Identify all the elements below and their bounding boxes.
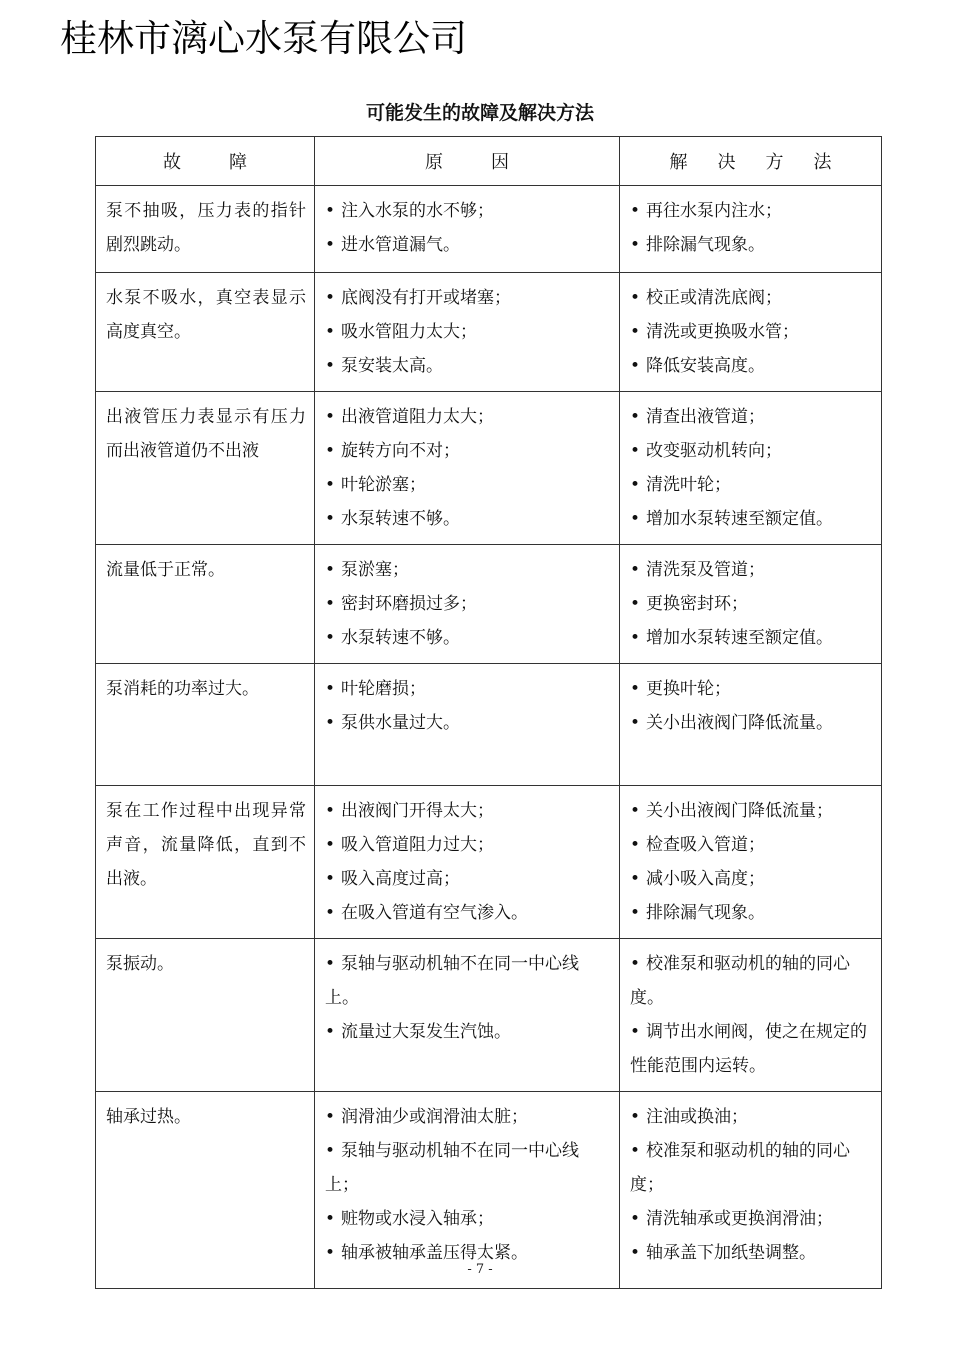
fault-table-header	[96, 137, 882, 186]
cause-item	[325, 502, 611, 536]
solution-item	[630, 553, 873, 587]
solution-text: 清洗叶轮；	[646, 475, 731, 495]
solution-text: 增加水泵转速至额定值。	[646, 628, 833, 648]
company-name: 桂林市漓心水泵有限公司	[60, 17, 467, 60]
cause-text: 注入水泵的水不够；	[341, 201, 494, 221]
bullet-icon: •	[630, 322, 641, 342]
fault-description: 水泵不吸水，真空表显示高度真空。	[106, 288, 306, 342]
header-cause-char: 原	[425, 152, 443, 173]
bullet-icon: •	[325, 801, 336, 821]
bullet-icon: •	[630, 560, 641, 580]
solution-item	[630, 828, 873, 862]
fault-cell	[96, 939, 315, 1092]
cause-cell	[315, 664, 620, 786]
solution-cell	[620, 786, 882, 939]
cause-item	[325, 349, 611, 383]
solution-item	[630, 349, 873, 383]
cause-text: 泵轴与驱动机轴不在同一中心线上。	[325, 954, 579, 1008]
solution-item	[630, 862, 873, 896]
solution-item	[630, 587, 873, 621]
cause-text: 出液阀门开得太大；	[341, 801, 494, 821]
bullet-icon: •	[630, 954, 641, 974]
cause-item	[325, 468, 611, 502]
fault-description: 泵振动。	[106, 954, 174, 974]
solution-item	[630, 1202, 873, 1236]
cause-item	[325, 281, 611, 315]
solution-item	[630, 1134, 873, 1202]
solution-item	[630, 315, 873, 349]
cause-item	[325, 1134, 611, 1202]
solution-text: 校准泵和驱动机的轴的同心度。	[630, 954, 850, 1008]
table-row	[96, 1092, 882, 1289]
cause-text: 在吸入管道有空气渗入。	[341, 903, 528, 923]
cause-text: 水泵转速不够。	[341, 509, 460, 529]
fault-description: 泵消耗的功率过大。	[106, 679, 259, 699]
bullet-icon: •	[325, 1022, 336, 1042]
bullet-icon: •	[325, 201, 336, 221]
bullet-icon: •	[325, 1209, 336, 1229]
solution-item	[630, 672, 873, 706]
solution-text: 更换密封环；	[646, 594, 748, 614]
bullet-icon: •	[630, 1209, 641, 1229]
solution-item	[630, 400, 873, 434]
cause-item	[325, 553, 611, 587]
cause-item	[325, 896, 611, 930]
solution-text: 清洗或更换吸水管；	[646, 322, 799, 342]
cause-text: 密封环磨损过多；	[341, 594, 477, 614]
table-row	[96, 664, 882, 786]
solution-text: 校正或清洗底阀；	[646, 288, 782, 308]
solution-text: 降低安装高度。	[646, 356, 765, 376]
fault-cell	[96, 786, 315, 939]
cause-text: 赃物或水浸入轴承；	[341, 1209, 494, 1229]
solution-item	[630, 1100, 873, 1134]
cause-text: 叶轮淤塞；	[341, 475, 426, 495]
fault-description: 流量低于正常。	[106, 560, 225, 580]
solution-item	[630, 194, 873, 228]
bullet-icon: •	[325, 679, 336, 699]
cause-cell	[315, 392, 620, 545]
cause-text: 出液管道阻力太大；	[341, 407, 494, 427]
cause-text: 轴承被轴承盖压得太紧。	[341, 1243, 528, 1263]
cause-text: 进水管道漏气。	[341, 235, 460, 255]
solution-text: 调节出水闸阀，使之在规定的性能范围内运转。	[630, 1022, 867, 1076]
bullet-icon: •	[630, 594, 641, 614]
solution-text: 改变驱动机转向；	[646, 441, 782, 461]
bullet-icon: •	[630, 801, 641, 821]
fault-description: 泵不抽吸，压力表的指针剧烈跳动。	[106, 201, 306, 255]
cause-item	[325, 862, 611, 896]
bullet-icon: •	[630, 679, 641, 699]
bullet-icon: •	[630, 1107, 641, 1127]
header-solution-char: 决	[717, 152, 736, 173]
bullet-icon: •	[325, 407, 336, 427]
solution-item	[630, 1015, 873, 1083]
solution-cell	[620, 545, 882, 664]
header-solution-char: 方	[765, 152, 784, 173]
cause-item	[325, 672, 611, 706]
bullet-icon: •	[630, 201, 641, 221]
cause-text: 水泵转速不够。	[341, 628, 460, 648]
fault-description: 出液管压力表显示有压力而出液管道仍不出液	[106, 407, 306, 461]
solution-text: 校准泵和驱动机的轴的同心度；	[630, 1141, 850, 1195]
fault-cell	[96, 664, 315, 786]
fault-cell	[96, 545, 315, 664]
header-solution	[620, 137, 882, 186]
bullet-icon: •	[630, 356, 641, 376]
header-cause	[315, 137, 620, 186]
bullet-icon: •	[325, 560, 336, 580]
cause-item	[325, 315, 611, 349]
fault-table-body	[96, 186, 882, 1289]
bullet-icon: •	[325, 903, 336, 923]
cause-item	[325, 434, 611, 468]
cause-text: 泵轴与驱动机轴不在同一中心线上；	[325, 1141, 579, 1195]
cause-item	[325, 947, 611, 1015]
header-cause-char: 因	[491, 152, 509, 173]
table-row	[96, 273, 882, 392]
cause-item	[325, 1015, 611, 1049]
solution-text: 检查吸入管道；	[646, 835, 765, 855]
cause-cell	[315, 545, 620, 664]
bullet-icon: •	[630, 1022, 641, 1042]
solution-text: 关小出液阀门降低流量；	[646, 801, 833, 821]
solution-text: 关小出液阀门降低流量。	[646, 713, 833, 733]
fault-cell	[96, 186, 315, 273]
cause-cell	[315, 939, 620, 1092]
solution-item	[630, 947, 873, 1015]
fault-cell	[96, 1092, 315, 1289]
header-fault-char: 障	[229, 152, 247, 173]
bullet-icon: •	[630, 628, 641, 648]
bullet-icon: •	[325, 835, 336, 855]
solution-text: 排除漏气现象。	[646, 235, 765, 255]
bullet-icon: •	[630, 869, 641, 889]
bullet-icon: •	[630, 441, 641, 461]
cause-text: 泵淤塞；	[341, 560, 409, 580]
solution-cell	[620, 664, 882, 786]
table-row	[96, 786, 882, 939]
bullet-icon: •	[325, 356, 336, 376]
cause-text: 吸水管阻力太大；	[341, 322, 477, 342]
page-number: - 7 -	[467, 1262, 493, 1277]
cause-cell	[315, 273, 620, 392]
cause-text: 吸入高度过高；	[341, 869, 460, 889]
solution-item	[630, 468, 873, 502]
bullet-icon: •	[325, 954, 336, 974]
bullet-icon: •	[325, 1107, 336, 1127]
solution-text: 清查出液管道；	[646, 407, 765, 427]
solution-cell	[620, 1092, 882, 1289]
bullet-icon: •	[630, 235, 641, 255]
bullet-icon: •	[325, 869, 336, 889]
table-row	[96, 939, 882, 1092]
solution-text: 增加水泵转速至额定值。	[646, 509, 833, 529]
bullet-icon: •	[630, 1141, 641, 1161]
fault-cell	[96, 392, 315, 545]
bullet-icon: •	[325, 594, 336, 614]
cause-cell	[315, 1092, 620, 1289]
bullet-icon: •	[630, 1243, 641, 1263]
cause-item	[325, 1100, 611, 1134]
cause-text: 流量过大泵发生汽蚀。	[341, 1022, 511, 1042]
solution-item	[630, 502, 873, 536]
solution-text: 注油或换油；	[646, 1107, 748, 1127]
header-fault-char: 故	[163, 152, 181, 173]
cause-text: 泵供水量过大。	[341, 713, 460, 733]
solution-item	[630, 281, 873, 315]
solution-text: 更换叶轮；	[646, 679, 731, 699]
table-row	[96, 392, 882, 545]
solution-item	[630, 706, 873, 740]
solution-text: 轴承盖下加纸垫调整。	[646, 1243, 816, 1263]
bullet-icon: •	[325, 475, 336, 495]
solution-item	[630, 621, 873, 655]
bullet-icon: •	[325, 509, 336, 529]
bullet-icon: •	[630, 509, 641, 529]
cause-item	[325, 706, 611, 740]
solution-item	[630, 794, 873, 828]
bullet-icon: •	[630, 903, 641, 923]
header-solution-char: 解	[669, 152, 688, 173]
fault-description: 泵在工作过程中出现异常声音，流量降低，直到不出液。	[106, 801, 306, 889]
bullet-icon: •	[325, 322, 336, 342]
cause-item	[325, 228, 611, 262]
cause-text: 润滑油少或润滑油太脏；	[341, 1107, 528, 1127]
solution-text: 减小吸入高度；	[646, 869, 765, 889]
fault-cell	[96, 273, 315, 392]
solution-text: 再往水泵内注水；	[646, 201, 782, 221]
solution-cell	[620, 939, 882, 1092]
bullet-icon: •	[630, 407, 641, 427]
solution-cell	[620, 392, 882, 545]
cause-item	[325, 587, 611, 621]
fault-description: 轴承过热。	[106, 1107, 191, 1127]
table-row	[96, 186, 882, 273]
solution-item	[630, 434, 873, 468]
cause-item	[325, 621, 611, 655]
bullet-icon: •	[630, 288, 641, 308]
solution-cell	[620, 186, 882, 273]
cause-text: 叶轮磨损；	[341, 679, 426, 699]
table-row	[96, 545, 882, 664]
bullet-icon: •	[630, 713, 641, 733]
solution-item	[630, 896, 873, 930]
bullet-icon: •	[630, 475, 641, 495]
bullet-icon: •	[325, 713, 336, 733]
cause-item	[325, 794, 611, 828]
bullet-icon: •	[325, 288, 336, 308]
solution-cell	[620, 273, 882, 392]
cause-item	[325, 828, 611, 862]
cause-text: 吸入管道阻力过大；	[341, 835, 494, 855]
cause-text: 泵安装太高。	[341, 356, 443, 376]
header-fault	[96, 137, 315, 186]
cause-text: 底阀没有打开或堵塞；	[341, 288, 511, 308]
bullet-icon: •	[325, 441, 336, 461]
bullet-icon: •	[630, 835, 641, 855]
bullet-icon: •	[325, 1141, 336, 1161]
cause-item	[325, 1202, 611, 1236]
solution-item	[630, 228, 873, 262]
solution-text: 清洗轴承或更换润滑油；	[646, 1209, 833, 1229]
bullet-icon: •	[325, 235, 336, 255]
cause-text: 旋转方向不对；	[341, 441, 460, 461]
cause-item	[325, 400, 611, 434]
solution-text: 清洗泵及管道；	[646, 560, 765, 580]
bullet-icon: •	[325, 628, 336, 648]
solution-text: 排除漏气现象。	[646, 903, 765, 923]
document-title: 可能发生的故障及解决方法	[365, 102, 594, 124]
header-solution-char: 法	[813, 152, 832, 173]
cause-cell	[315, 786, 620, 939]
cause-item	[325, 194, 611, 228]
cause-cell	[315, 186, 620, 273]
fault-table	[95, 136, 882, 1289]
bullet-icon: •	[325, 1243, 336, 1263]
